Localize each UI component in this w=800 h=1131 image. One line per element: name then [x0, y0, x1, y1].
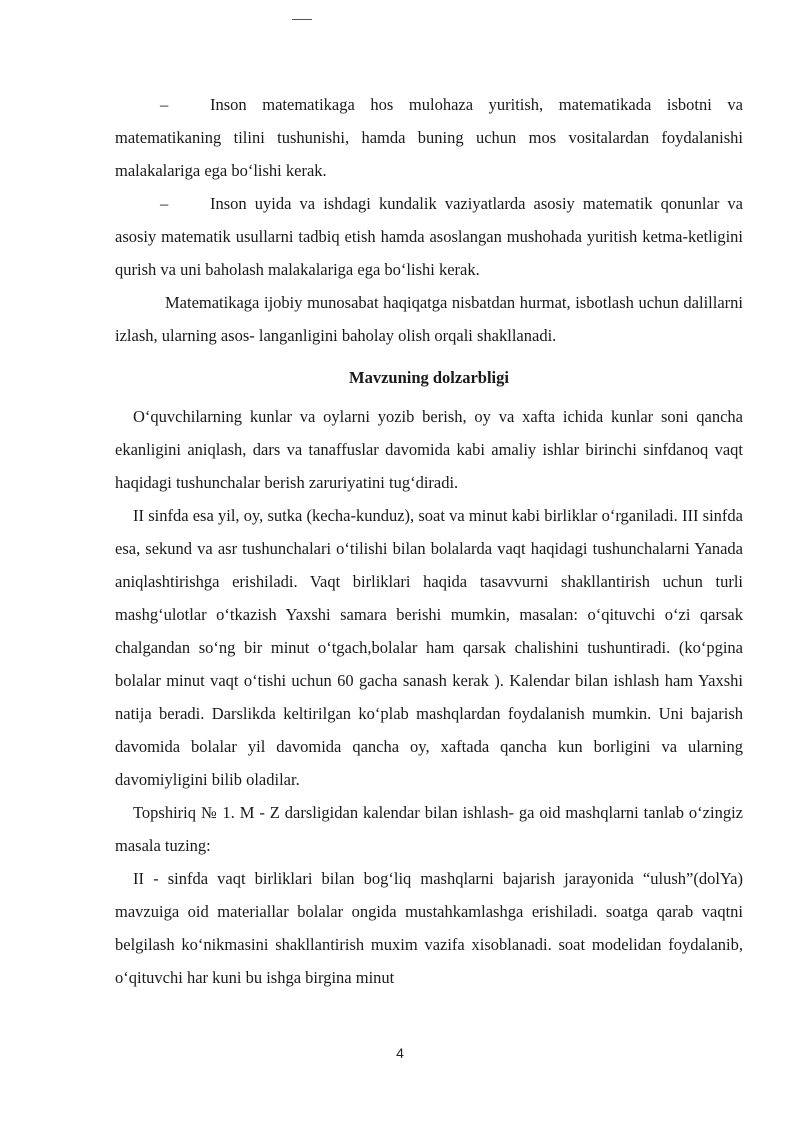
page-number: 4 [396, 1045, 404, 1061]
dash-marker: – [160, 194, 169, 213]
paragraph-attitude: Matematikaga ijobiy munosabat haqiqatga nisbatdan hurmat, isbotlash uchun dalillarni izlash, ularning asos- langanligini baholay olish orqali shakllanadi. [115, 293, 743, 345]
bullet-text-2: Inson uyida va ishdagi kundalik vaziyatlarda asosiy matematik qonunlar va asosiy matematik usullarni tadbiq etish hamda asoslangan mushohada yuritish ketma-ketligini qurish va uni baholash malakalariga ega bo‘lishi kerak. [115, 194, 743, 279]
paragraph-relevance-3: II - sinfda vaqt birliklari bilan bog‘liq mashqlarni bajarish jarayonida “ulush”(dolYa) mavzuiga oid materiallar bolalar ongida mustahkamlashga erishiladi. soatga qarab vaqtni belgilash ko‘nikmasini shakllantirish muxim vazifa xisoblanadi. soat modelidan foydalanib, o‘qituvchi har kuni bu ishga birgina minut [115, 869, 743, 987]
header-rule [292, 19, 312, 20]
bullet-text-1: Inson matematikaga hos mulohaza yuritish, matematikada isbotni va matematikaning tilini tushunishi, hamda buning uchun mos vositalardan foydalanishi malakalariga ega bo‘lishi kerak. [115, 95, 743, 180]
dash-marker: – [160, 95, 169, 114]
paragraph-relevance-2: II sinfda esa yil, oy, sutka (kecha-kunduz), soat va minut kabi birliklar o‘rganiladi. III sinfda esa, sekund va asr tushunchalari o‘tilishi bilan bolalarda vaqt haqidagi tushunchalarni Yanada aniqlashtirishga erishiladi. Vaqt birliklari haqida tasavvurni shakllantirish uchun turli mashg‘ulotlar o‘tkazish Yaxshi samara berishi mumkin, masalan: o‘qituvchi o‘zi qarsak chalgandan so‘ng bir minut o‘tgach,bolalar ham qarsak chalishini tushuntiradi. (ko‘pgina bolalar minut vaqt o‘tishi uchun 60 gacha sanash kerak ). Kalendar bilan ishlash ham Yaxshi natija beradi. Darslikda keltirilgan ko‘plab mashqlardan foydalanish mumkin. Uni bajarish davomida bolalar yil davomida qancha oy, xaftada qancha kun borligini va ularning davomiyligini bilib oladilar. [115, 506, 743, 789]
paragraph-task: Topshiriq № 1. M - Z darsligidan kalendar bilan ishlash- ga oid mashqlarni tanlab o‘zingiz masala tuzing: [115, 803, 743, 855]
bullet-paragraph-2 [115, 187, 743, 286]
page-body [115, 88, 743, 994]
section-heading: Mavzuning dolzarbligi [349, 368, 509, 387]
bullet-paragraph-1 [115, 88, 743, 187]
paragraph-relevance-1: O‘quvchilarning kunlar va oylarni yozib berish, oy va xafta ichida kunlar soni qancha ekanligini aniqlash, dars va tanaffuslar davomida kabi amaliy ishlar birinchi sinfdanoq vaqt haqidagi tushunchalar berish zaruriyatini tug‘diradi. [115, 407, 743, 492]
